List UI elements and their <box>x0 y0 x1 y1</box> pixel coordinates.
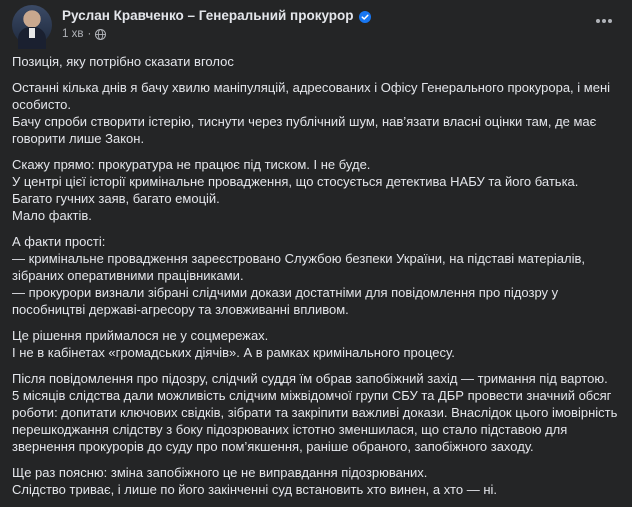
post-text-line: Багато гучних заяв, багато емоцій. <box>12 191 220 206</box>
author-avatar[interactable] <box>12 5 52 45</box>
post-paragraph <box>12 156 622 224</box>
author-line <box>62 8 371 23</box>
post-header <box>12 5 620 45</box>
post-text-line: Скажу прямо: прокуратура не працює під тиском. І не буде. <box>12 157 371 172</box>
post-text-line: У центрі цієї історії кримінальне провадження, що стосується детектива НАБУ та його батька. <box>12 174 579 189</box>
post-text-line: — прокурори визнали зібрані слідчими докази достатніми для повідомлення про підозру у пособництві державі-агресору та зловживанні впливом. <box>12 285 559 317</box>
post-text-line: Це рішення приймалося не у соцмережах. <box>12 328 269 343</box>
post-paragraph <box>12 464 622 498</box>
more-options-icon[interactable] <box>592 11 616 31</box>
verified-badge-icon <box>359 10 371 22</box>
post-time[interactable]: 1 хв <box>62 28 84 40</box>
post-body <box>12 53 622 507</box>
post-text-line: І не в кабінетах «громадських діячів». А в рамках кримінального процесу. <box>12 345 455 360</box>
post-meta <box>62 28 106 40</box>
post-text-line: Бачу спроби створити істерію, тиснути через публічний шум, нав’язати власні оцінки там, де має говорити лише Закон. <box>12 114 597 146</box>
post-text-line: Після повідомлення про підозру, слідчий суддя їм обрав запобіжний захід — тримання під вартою. <box>12 371 608 386</box>
globe-icon[interactable] <box>95 29 106 40</box>
post-paragraph <box>12 79 622 147</box>
post-text-line: Останні кілька днів я бачу хвилю маніпуляцій, адресованих і Офісу Генерального прокурора, і мені особисто. <box>12 80 611 112</box>
post-paragraph <box>12 233 622 318</box>
post-text-line: Ще раз поясню: зміна запобіжного це не виправдання підозрюваних. <box>12 465 428 480</box>
post-paragraph <box>12 327 622 361</box>
meta-separator: · <box>87 28 92 40</box>
post-text-line: Позиція, яку потрібно сказати вголос <box>12 54 234 69</box>
author-name[interactable]: Руслан Кравченко – Генеральний прокурор <box>62 8 354 23</box>
post-text-line: 5 місяців слідства дали можливість слідчим міжвідомчої групи СБУ та ДБР провести значний обсяг роботи: допитати ключових свідків, зібрати та закріпити важливі докази. Внаслідок цього імовірність перешкоджання слідству з боку підозрюваних істотно зменшилася, що стало підставою для звернення прокурорів до суду про пом’якшення, раніше обраного, запобіжного заходу. <box>12 388 618 454</box>
post-paragraph <box>12 370 622 455</box>
post-text-line: А факти прості: <box>12 234 106 249</box>
post-text-line: Слідство триває, і лише по його закінченні суд встановить хто винен, а хто — ні. <box>12 482 497 497</box>
post-text-line: Мало фактів. <box>12 208 92 223</box>
post-paragraph <box>12 53 622 70</box>
avatar-collar <box>29 28 35 38</box>
post-text-line: — кримінальне провадження зареєстровано Службою безпеки України, на підставі матеріалів, зібраних оперативними працівниками. <box>12 251 585 283</box>
